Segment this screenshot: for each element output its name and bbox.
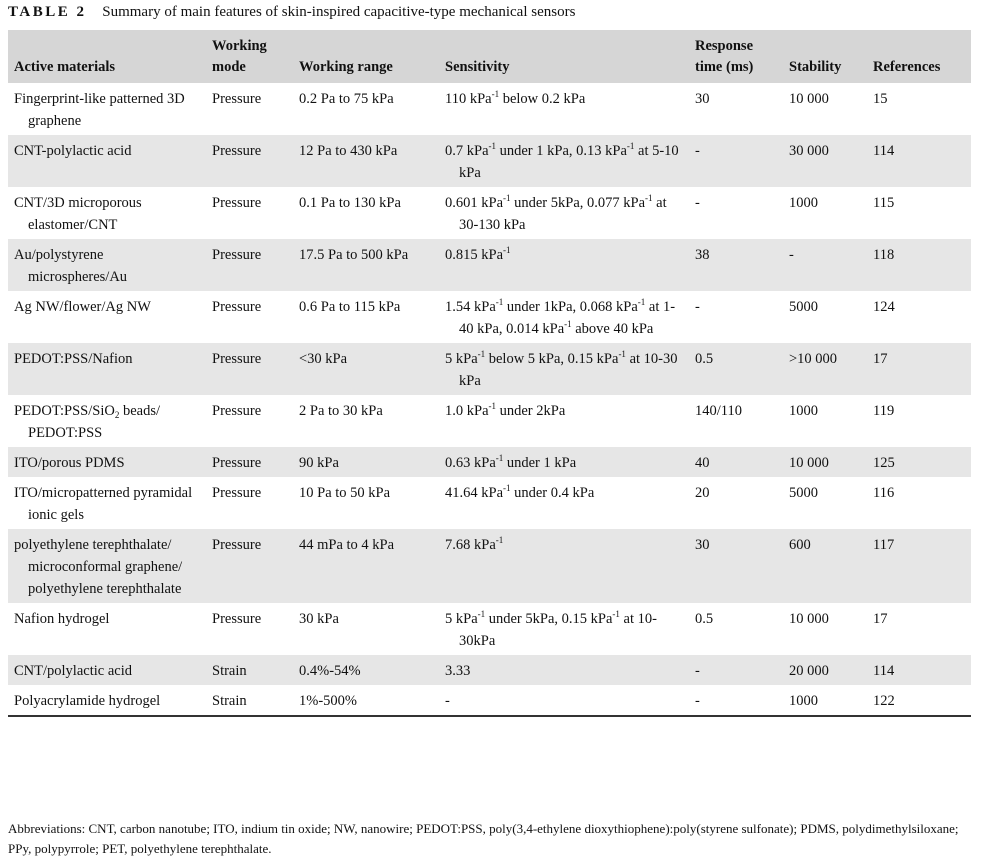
cell-working-range: [293, 83, 439, 135]
cell-sensitivity: [439, 83, 689, 135]
table-label: TABLE 2: [8, 4, 87, 20]
cell-response-time: [689, 603, 783, 655]
cell-active-material-text: Fingerprint-like patterned 3D graphene: [14, 91, 185, 129]
cell-response-time-text: -: [695, 143, 700, 159]
cell-reference-text: 119: [873, 403, 895, 419]
cell-reference-text: 114: [873, 143, 895, 159]
cell-sensitivity-text: 3.33: [445, 663, 471, 679]
cell-working-mode: [206, 83, 293, 135]
table-row: [8, 395, 971, 447]
cell-response-time: [689, 187, 783, 239]
table-row: [8, 655, 971, 685]
table-title: Summary of main features of skin-inspired capacitive-type mechanical sensors: [102, 4, 576, 20]
cell-response-time: [689, 477, 783, 529]
cell-stability: [783, 447, 867, 477]
cell-active-material-text: CNT/polylactic acid: [14, 663, 132, 679]
cell-sensitivity: [439, 135, 689, 187]
cell-sensitivity-text: 41.64 kPa$^{-1}$ under 0.4 kPa: [445, 483, 595, 501]
cell-active-material: [8, 83, 206, 135]
cell-working-mode-text: Pressure: [212, 403, 262, 419]
cell-stability-text: 1000: [789, 693, 818, 709]
cell-working-mode: [206, 603, 293, 655]
cell-working-mode: [206, 343, 293, 395]
cell-sensitivity-text: 0.601 kPa$^{-1}$ under 5kPa, 0.077 kPa$^{-1}$ at 30-130 kPa: [445, 193, 667, 233]
cell-sensitivity-text: 5 kPa$^{-1}$ under 5kPa, 0.15 kPa$^{-1}$ at 10-30kPa: [445, 609, 657, 649]
cell-reference-text: 116: [873, 485, 895, 501]
cell-working-range-text: <30 kPa: [299, 351, 348, 367]
cell-active-material: [8, 239, 206, 291]
cell-active-material: [8, 395, 206, 447]
cell-stability-text: 5000: [789, 299, 818, 315]
cell-sensitivity: [439, 239, 689, 291]
cell-active-material-text: Au/polystyrene microspheres/Au: [14, 247, 128, 285]
cell-sensitivity-text: 1.54 kPa$^{-1}$ under 1kPa, 0.068 kPa$^{-1}$ at 1-40 kPa, 0.014 kPa$^{-1}$ above 40 kPa: [445, 297, 676, 337]
cell-response-time-text: -: [695, 195, 700, 211]
cell-response-time-text: 20: [695, 485, 710, 501]
cell-response-time: [689, 655, 783, 685]
cell-stability: [783, 343, 867, 395]
cell-working-range-text: 44 mPa to 4 kPa: [299, 537, 395, 553]
cell-working-mode: [206, 655, 293, 685]
cell-reference: [867, 447, 971, 477]
cell-sensitivity: [439, 187, 689, 239]
cell-sensitivity: [439, 447, 689, 477]
cell-sensitivity: [439, 395, 689, 447]
cell-working-mode: [206, 291, 293, 343]
cell-response-time: [689, 529, 783, 603]
cell-stability: [783, 655, 867, 685]
cell-stability-text: 10 000: [789, 455, 829, 471]
cell-reference: [867, 477, 971, 529]
cell-working-range: [293, 655, 439, 685]
cell-response-time: [689, 239, 783, 291]
cell-sensitivity: [439, 603, 689, 655]
cell-response-time: [689, 447, 783, 477]
cell-working-range-text: 0.4%-54%: [299, 663, 361, 679]
cell-working-range: [293, 529, 439, 603]
cell-sensitivity-text: -: [445, 693, 450, 709]
cell-active-material-text: CNT-polylactic acid: [14, 143, 132, 159]
cell-stability: [783, 477, 867, 529]
cell-reference: [867, 395, 971, 447]
cell-active-material-text: CNT/3D microporous elastomer/CNT: [14, 195, 142, 233]
cell-working-range-text: 0.1 Pa to 130 kPa: [299, 195, 401, 211]
cell-sensitivity: [439, 343, 689, 395]
cell-active-material: [8, 477, 206, 529]
cell-response-time-text: -: [695, 693, 700, 709]
cell-working-mode-text: Pressure: [212, 195, 262, 211]
cell-stability-text: 1000: [789, 403, 818, 419]
cell-active-material: [8, 529, 206, 603]
cell-working-mode-text: Pressure: [212, 143, 262, 159]
table-footnote: Abbreviations: CNT, carbon nanotube; ITO, indium tin oxide; NW, nanowire; PEDOT:PSS, poly(3,4-ethylene dioxythiophene):poly(styrene sulfonate); PDMS, polydimethylsiloxane; PPy, polypyrrole; PET, polyethylene terephthalate.: [8, 821, 959, 856]
cell-working-mode-text: Pressure: [212, 611, 262, 627]
cell-stability: [783, 239, 867, 291]
cell-reference: [867, 655, 971, 685]
cell-working-range-text: 30 kPa: [299, 611, 339, 627]
cell-stability-text: -: [789, 247, 794, 263]
cell-stability-text: 600: [789, 537, 811, 553]
cell-sensitivity-text: 7.68 kPa$^{-1}$: [445, 535, 504, 553]
table-row: [8, 187, 971, 239]
cell-reference: [867, 187, 971, 239]
cell-working-mode: [206, 447, 293, 477]
table-row: [8, 529, 971, 603]
cell-stability: [783, 135, 867, 187]
cell-working-range: [293, 395, 439, 447]
cell-working-range: [293, 603, 439, 655]
cell-stability: [783, 291, 867, 343]
cell-working-mode-text: Pressure: [212, 299, 262, 315]
cell-response-time-text: 0.5: [695, 351, 714, 367]
cell-working-mode-text: Strain: [212, 693, 247, 709]
cell-sensitivity-text: 0.815 kPa$^{-1}$: [445, 245, 511, 263]
cell-response-time-text: 40: [695, 455, 710, 471]
cell-working-mode-text: Strain: [212, 663, 247, 679]
cell-sensitivity-text: 110 kPa$^{-1}$ below 0.2 kPa: [445, 89, 586, 107]
cell-working-range: [293, 685, 439, 716]
table-row: [8, 603, 971, 655]
table-row: [8, 343, 971, 395]
cell-working-range: [293, 135, 439, 187]
cell-response-time: [689, 135, 783, 187]
cell-sensitivity: [439, 655, 689, 685]
cell-active-material: [8, 603, 206, 655]
cell-working-mode-text: Pressure: [212, 351, 262, 367]
cell-stability-text: >10 000: [789, 351, 838, 367]
cell-working-range: [293, 291, 439, 343]
cell-response-time: [689, 343, 783, 395]
cell-stability-text: 10 000: [789, 611, 829, 627]
cell-response-time: [689, 685, 783, 716]
cell-working-range-text: 10 Pa to 50 kPa: [299, 485, 391, 501]
cell-working-mode: [206, 395, 293, 447]
cell-working-mode: [206, 239, 293, 291]
cell-reference-text: 117: [873, 537, 895, 553]
cell-reference: [867, 685, 971, 716]
table-row: [8, 291, 971, 343]
cell-stability: [783, 187, 867, 239]
cell-active-material-text: polyethylene terephthalate/ microconformal graphene/ polyethylene terephthalate: [14, 537, 183, 597]
cell-active-material: [8, 187, 206, 239]
cell-working-mode: [206, 477, 293, 529]
cell-reference: [867, 603, 971, 655]
cell-response-time-text: 140/110: [695, 403, 742, 419]
cell-response-time-text: 30: [695, 91, 710, 107]
cell-stability-text: 20 000: [789, 663, 829, 679]
cell-reference-text: 122: [873, 693, 895, 709]
cell-reference: [867, 343, 971, 395]
cell-reference-text: 17: [873, 351, 888, 367]
cell-sensitivity: [439, 685, 689, 716]
cell-reference: [867, 239, 971, 291]
cell-active-material-text: Nafion hydrogel: [14, 611, 110, 627]
cell-reference-text: 115: [873, 195, 895, 211]
cell-sensitivity: [439, 477, 689, 529]
cell-active-material: [8, 447, 206, 477]
table-row: [8, 83, 971, 135]
cell-sensitivity-text: 0.63 kPa$^{-1}$ under 1 kPa: [445, 453, 577, 471]
cell-stability: [783, 83, 867, 135]
cell-stability-text: 30 000: [789, 143, 829, 159]
table-row: [8, 135, 971, 187]
cell-working-range-text: 0.6 Pa to 115 kPa: [299, 299, 401, 315]
cell-active-material: [8, 291, 206, 343]
cell-sensitivity: [439, 291, 689, 343]
cell-working-mode-text: Pressure: [212, 455, 262, 471]
cell-reference-text: 15: [873, 91, 888, 107]
cell-response-time: [689, 291, 783, 343]
header-references: References: [867, 30, 971, 83]
cell-working-range: [293, 343, 439, 395]
cell-active-material: [8, 135, 206, 187]
header-working-mode: Working mode: [206, 30, 293, 83]
cell-stability-text: 10 000: [789, 91, 829, 107]
cell-response-time-text: -: [695, 299, 700, 315]
cell-working-range: [293, 447, 439, 477]
header-sensitivity: Sensitivity: [439, 30, 689, 83]
table-row: [8, 477, 971, 529]
cell-active-material-text: Ag NW/flower/Ag NW: [14, 299, 151, 315]
cell-response-time: [689, 395, 783, 447]
table-container: [8, 30, 971, 717]
cell-active-material-text: PEDOT:PSS/Nafion: [14, 351, 133, 367]
header-row: [8, 30, 971, 83]
header-working-range: Working range: [293, 30, 439, 83]
cell-working-mode: [206, 135, 293, 187]
header-response-time: Response time (ms): [689, 30, 783, 83]
cell-active-material-text: Polyacrylamide hydrogel: [14, 693, 161, 709]
table-row: [8, 685, 971, 716]
cell-response-time-text: 30: [695, 537, 710, 553]
cell-stability-text: 1000: [789, 195, 818, 211]
cell-stability-text: 5000: [789, 485, 818, 501]
cell-sensitivity-text: 5 kPa$^{-1}$ below 5 kPa, 0.15 kPa$^{-1}$ at 10-30 kPa: [445, 349, 678, 389]
cell-working-range-text: 12 Pa to 430 kPa: [299, 143, 398, 159]
cell-active-material: [8, 685, 206, 716]
cell-working-mode-text: Pressure: [212, 537, 262, 553]
cell-stability: [783, 685, 867, 716]
table-body: [8, 83, 971, 716]
cell-working-mode-text: Pressure: [212, 485, 262, 501]
table-header: [8, 30, 971, 83]
cell-working-range: [293, 187, 439, 239]
cell-reference-text: 124: [873, 299, 895, 315]
cell-active-material: [8, 655, 206, 685]
features-table: [8, 30, 971, 717]
table-row: [8, 447, 971, 477]
cell-working-mode: [206, 685, 293, 716]
cell-reference: [867, 83, 971, 135]
cell-reference: [867, 291, 971, 343]
cell-reference-text: 17: [873, 611, 888, 627]
table-row: [8, 239, 971, 291]
cell-working-range: [293, 477, 439, 529]
cell-response-time-text: 38: [695, 247, 710, 263]
cell-response-time-text: -: [695, 663, 700, 679]
table-caption: [8, 4, 575, 21]
header-active-materials: Active materials: [8, 30, 206, 83]
cell-working-mode-text: Pressure: [212, 91, 262, 107]
cell-sensitivity-text: 1.0 kPa$^{-1}$ under 2kPa: [445, 401, 566, 419]
cell-working-mode: [206, 187, 293, 239]
cell-active-material-text: PEDOT:PSS/SiO$_2$ beads/ PEDOT:PSS: [14, 403, 160, 441]
cell-working-range-text: 17.5 Pa to 500 kPa: [299, 247, 409, 263]
cell-working-range-text: 2 Pa to 30 kPa: [299, 403, 383, 419]
cell-working-range-text: 1%-500%: [299, 693, 357, 709]
cell-working-range-text: 0.2 Pa to 75 kPa: [299, 91, 394, 107]
cell-reference: [867, 135, 971, 187]
cell-working-range-text: 90 kPa: [299, 455, 339, 471]
cell-stability: [783, 395, 867, 447]
cell-sensitivity-text: 0.7 kPa$^{-1}$ under 1 kPa, 0.13 kPa$^{-1}$ at 5-10 kPa: [445, 141, 679, 181]
cell-reference-text: 118: [873, 247, 895, 263]
cell-working-mode: [206, 529, 293, 603]
cell-reference-text: 125: [873, 455, 895, 471]
cell-reference: [867, 529, 971, 603]
cell-stability: [783, 529, 867, 603]
cell-active-material-text: ITO/micropatterned pyramidal ionic gels: [14, 485, 193, 523]
cell-stability: [783, 603, 867, 655]
cell-working-mode-text: Pressure: [212, 247, 262, 263]
cell-working-range: [293, 239, 439, 291]
header-stability: Stability: [783, 30, 867, 83]
cell-active-material-text: ITO/porous PDMS: [14, 455, 125, 471]
cell-response-time-text: 0.5: [695, 611, 714, 627]
cell-sensitivity: [439, 529, 689, 603]
cell-reference-text: 114: [873, 663, 895, 679]
cell-response-time: [689, 83, 783, 135]
cell-active-material: [8, 343, 206, 395]
